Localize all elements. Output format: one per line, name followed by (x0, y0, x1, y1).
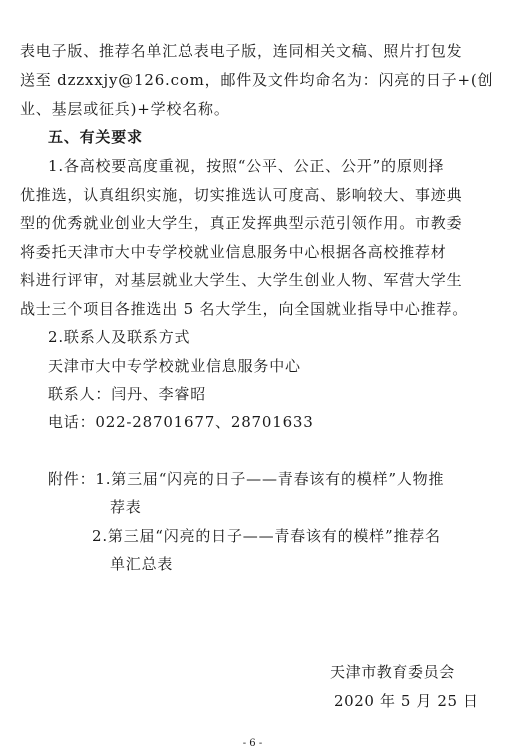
attachment-line-4: 单汇总表 (110, 555, 174, 573)
intro-line-2: 送至 dzzxxjy@126.com，邮件及文件均命名为：闪亮的日子+(创 (20, 71, 494, 89)
signature-org: 天津市教育委员会 (330, 663, 455, 681)
item1-line-4: 将委托天津市大中专学校就业信息服务中心根据各高校推荐材 (20, 243, 447, 261)
item1-line-6: 战士三个项目各推选出 5 名大学生，向全国就业指导中心推荐。 (20, 300, 469, 318)
section-heading: 五、有关要求 (48, 128, 143, 146)
attachment-line-2: 荐表 (110, 498, 142, 516)
item1-line-5: 料进行评审，对基层就业大学生、大学生创业人物、军营大学生 (20, 271, 463, 289)
contact-persons: 联系人：闫丹、李睿昭 (48, 385, 207, 403)
signature-date: 2020 年 5 月 25 日 (334, 692, 479, 710)
contact-phone: 电话：022-28701677、28701633 (48, 413, 314, 431)
item1-line-2: 优推选，认真组织实施，切实推选认可度高、影响较大、事迹典 (20, 186, 463, 204)
item1-line-1: 1.各高校要高度重视，按照“公平、公正、公开”的原则择 (48, 157, 445, 175)
contact-org: 天津市大中专学校就业信息服务中心 (48, 357, 301, 375)
intro-line-3: 业、基层或征兵)+学校名称。 (20, 100, 230, 118)
attachment-line-1: 附件：1.第三届“闪亮的日子——青春该有的模样”人物推 (48, 470, 445, 488)
contact-title: 2.联系人及联系方式 (48, 328, 191, 346)
page-number: - 6 - (242, 738, 263, 749)
intro-line-1: 表电子版、推荐名单汇总表电子版，连同相关文稿、照片打包发 (20, 42, 463, 60)
attachment-line-3: 2.第三届“闪亮的日子——青春该有的模样”推荐名 (92, 527, 441, 545)
item1-line-3: 型的优秀就业创业大学生，真正发挥典型示范引领作用。市教委 (20, 214, 463, 232)
